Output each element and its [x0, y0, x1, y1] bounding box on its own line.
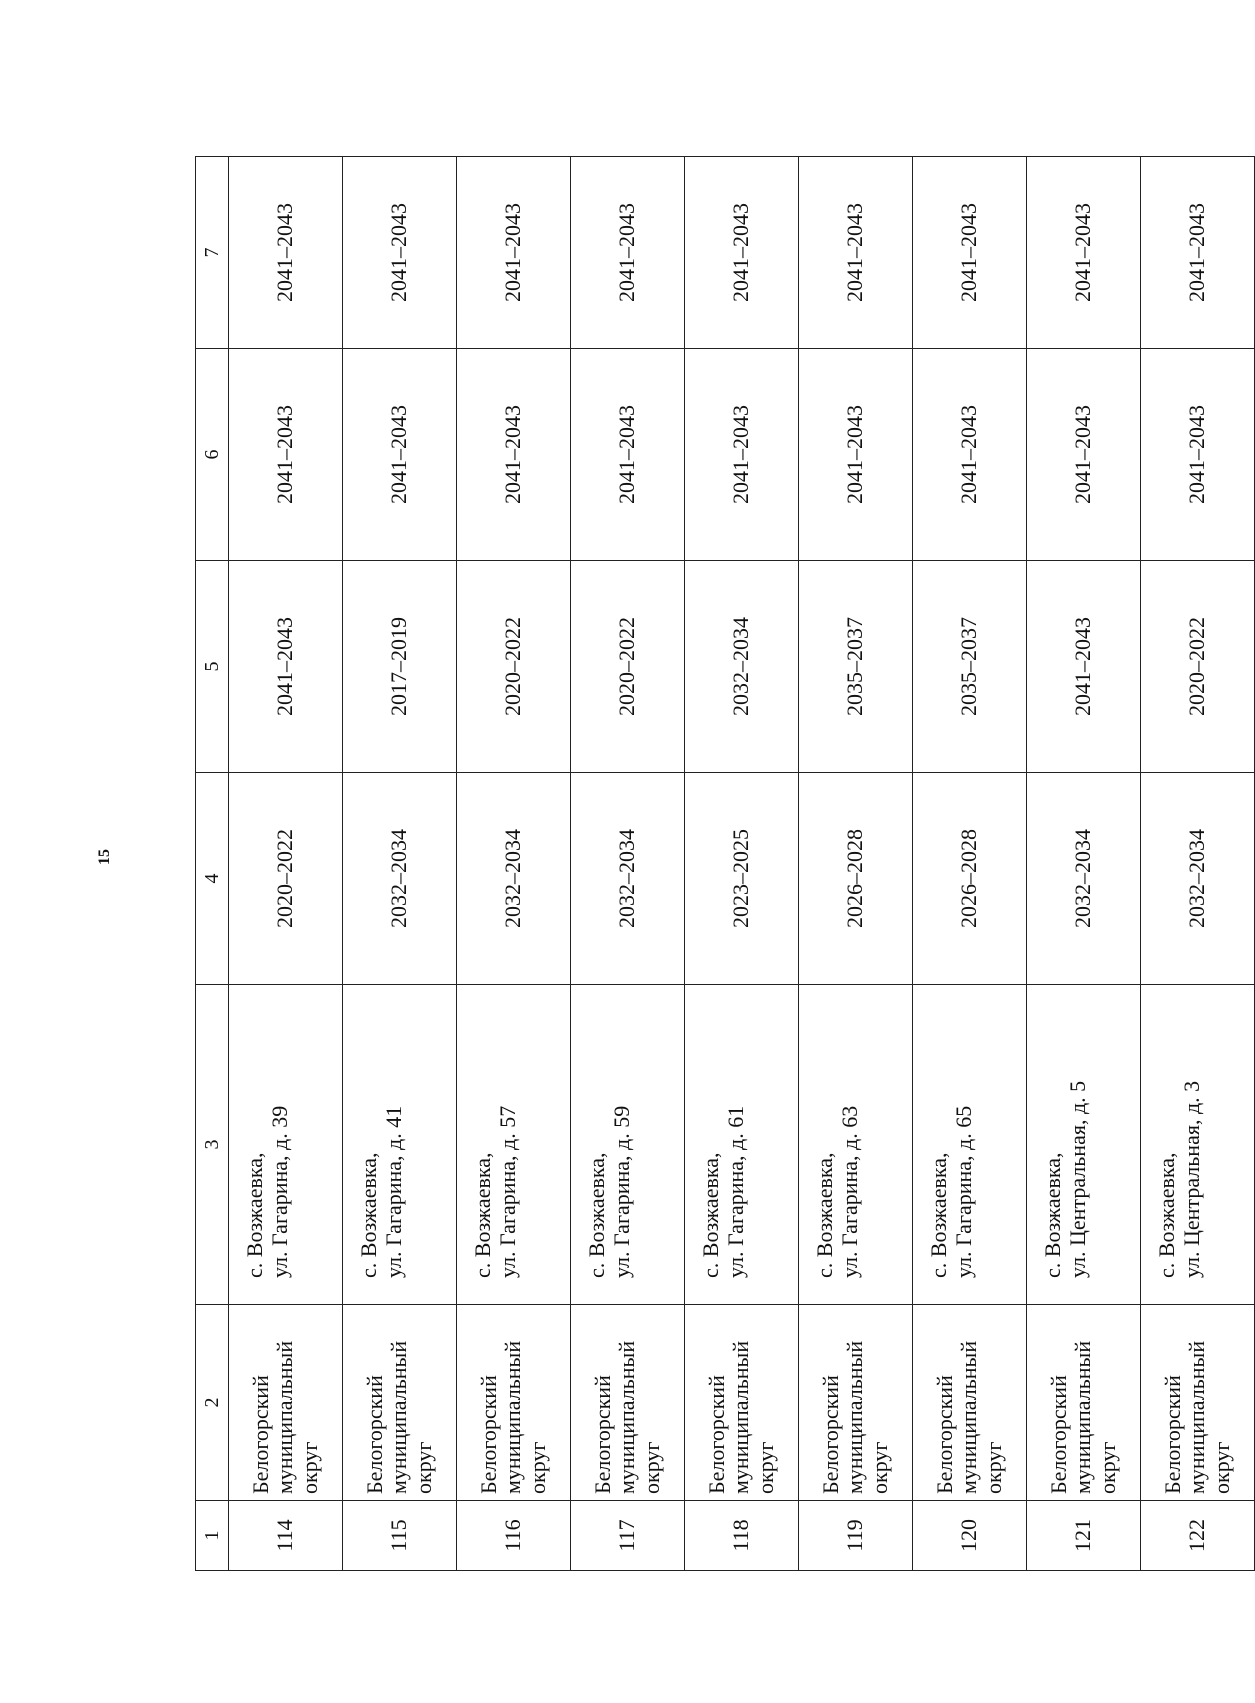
- table-row: [229, 157, 343, 1571]
- period-cell-col4: 2026–2028: [913, 773, 1027, 985]
- period-cell-col7: 2041–2043: [685, 157, 799, 349]
- header-cell: 2: [196, 1305, 229, 1501]
- municipality-cell: Белогорский муниципальный округ: [799, 1305, 913, 1501]
- table-row: [685, 157, 799, 1571]
- address-street: ул. Гагарина, д. 59: [608, 1105, 634, 1278]
- period-cell-col6: 2041–2043: [799, 349, 913, 561]
- row-number-cell: 115: [343, 1501, 457, 1571]
- period-cell-col6: 2041–2043: [1027, 349, 1141, 561]
- address-settlement: с. Возжаевка,: [926, 1152, 951, 1278]
- municipality-cell: Белогорский муниципальный округ: [913, 1305, 1027, 1501]
- period-cell-col7: 2041–2043: [457, 157, 571, 349]
- address-street: ул. Гагарина, д. 65: [950, 1105, 976, 1278]
- period-cell-col5: 2035–2037: [799, 561, 913, 773]
- header-cell: 1: [196, 1501, 229, 1571]
- table-container: [195, 157, 1234, 1571]
- period-cell-col7: 2041–2043: [1141, 157, 1255, 349]
- period-cell-col5: 2017–2019: [343, 561, 457, 773]
- period-cell-col6: 2041–2043: [229, 349, 343, 561]
- period-cell-col6: 2041–2043: [685, 349, 799, 561]
- address-cell: [685, 985, 799, 1305]
- address-street: ул. Гагарина, д. 41: [380, 1105, 406, 1278]
- address-street: ул. Гагарина, д. 63: [836, 1105, 862, 1278]
- row-number-cell: 118: [685, 1501, 799, 1571]
- period-cell-col7: 2041–2043: [913, 157, 1027, 349]
- address-cell: [1027, 985, 1141, 1305]
- row-number-cell: 117: [571, 1501, 685, 1571]
- period-cell-col6: 2041–2043: [571, 349, 685, 561]
- address-street: ул. Гагарина, д. 39: [266, 1105, 292, 1278]
- period-cell-col5: 2041–2043: [1027, 561, 1141, 773]
- address-settlement: с. Возжаевка,: [698, 1152, 723, 1278]
- municipality-cell: Белогорский муниципальный округ: [571, 1305, 685, 1501]
- header-cell: 6: [196, 349, 229, 561]
- address-cell: [571, 985, 685, 1305]
- period-cell-col6: 2041–2043: [1141, 349, 1255, 561]
- row-number-cell: 114: [229, 1501, 343, 1571]
- row-number-cell: 116: [457, 1501, 571, 1571]
- address-cell: [1141, 985, 1255, 1305]
- address-settlement: с. Возжаевка,: [1040, 1152, 1065, 1278]
- period-cell-col7: 2041–2043: [229, 157, 343, 349]
- period-cell-col5: 2020–2022: [571, 561, 685, 773]
- municipality-cell: Белогорский муниципальный округ: [1141, 1305, 1255, 1501]
- municipality-cell: Белогорский муниципальный округ: [343, 1305, 457, 1501]
- row-number-cell: 121: [1027, 1501, 1141, 1571]
- table-row: [457, 157, 571, 1571]
- period-cell-col4: 2032–2034: [457, 773, 571, 985]
- header-cell: 7: [196, 157, 229, 349]
- address-street: ул. Центральная, д. 3: [1178, 1080, 1204, 1278]
- header-cell: 3: [196, 985, 229, 1305]
- period-cell-col5: 2041–2043: [229, 561, 343, 773]
- municipality-cell: Белогорский муниципальный округ: [1027, 1305, 1141, 1501]
- address-cell: [913, 985, 1027, 1305]
- period-cell-col7: 2041–2043: [799, 157, 913, 349]
- table-row: [1141, 157, 1255, 1571]
- table-row: [799, 157, 913, 1571]
- page-number: 15: [96, 849, 113, 865]
- period-cell-col4: 2032–2034: [1141, 773, 1255, 985]
- period-cell-col7: 2041–2043: [571, 157, 685, 349]
- period-cell-col6: 2041–2043: [913, 349, 1027, 561]
- period-cell-col7: 2041–2043: [1027, 157, 1141, 349]
- address-street: ул. Центральная, д. 5: [1064, 1080, 1090, 1278]
- address-settlement: с. Возжаевка,: [470, 1152, 495, 1278]
- row-number-cell: 122: [1141, 1501, 1255, 1571]
- address-cell: [343, 985, 457, 1305]
- address-cell: [457, 985, 571, 1305]
- header-cell: 5: [196, 561, 229, 773]
- period-cell-col6: 2041–2043: [343, 349, 457, 561]
- address-cell: [799, 985, 913, 1305]
- period-cell-col5: 2035–2037: [913, 561, 1027, 773]
- table-row: [1027, 157, 1141, 1571]
- row-number-cell: 120: [913, 1501, 1027, 1571]
- table-header-row: [196, 157, 229, 1571]
- period-cell-col4: 2032–2034: [571, 773, 685, 985]
- period-cell-col5: 2020–2022: [457, 561, 571, 773]
- municipality-cell: Белогорский муниципальный округ: [229, 1305, 343, 1501]
- address-settlement: с. Возжаевка,: [242, 1152, 267, 1278]
- period-cell-col4: 2023–2025: [685, 773, 799, 985]
- table-body: [229, 157, 1255, 1571]
- period-cell-col4: 2032–2034: [343, 773, 457, 985]
- period-cell-col5: 2020–2022: [1141, 561, 1255, 773]
- table-row: [571, 157, 685, 1571]
- row-number-cell: 119: [799, 1501, 913, 1571]
- address-settlement: с. Возжаевка,: [584, 1152, 609, 1278]
- period-cell-col6: 2041–2043: [457, 349, 571, 561]
- period-cell-col7: 2041–2043: [343, 157, 457, 349]
- address-settlement: с. Возжаевка,: [812, 1152, 837, 1278]
- period-cell-col4: 2026–2028: [799, 773, 913, 985]
- address-cell: [229, 985, 343, 1305]
- table-row: [913, 157, 1027, 1571]
- municipality-cell: Белогорский муниципальный округ: [685, 1305, 799, 1501]
- schedule-table: [195, 156, 1255, 1571]
- table-row: [343, 157, 457, 1571]
- address-street: ул. Гагарина, д. 57: [494, 1105, 520, 1278]
- rotated-table-frame: [195, 157, 1234, 1571]
- period-cell-col4: 2020–2022: [229, 773, 343, 985]
- period-cell-col5: 2032–2034: [685, 561, 799, 773]
- municipality-cell: Белогорский муниципальный округ: [457, 1305, 571, 1501]
- address-settlement: с. Возжаевка,: [1154, 1152, 1179, 1278]
- address-settlement: с. Возжаевка,: [356, 1152, 381, 1278]
- header-cell: 4: [196, 773, 229, 985]
- period-cell-col4: 2032–2034: [1027, 773, 1141, 985]
- address-street: ул. Гагарина, д. 61: [722, 1105, 748, 1278]
